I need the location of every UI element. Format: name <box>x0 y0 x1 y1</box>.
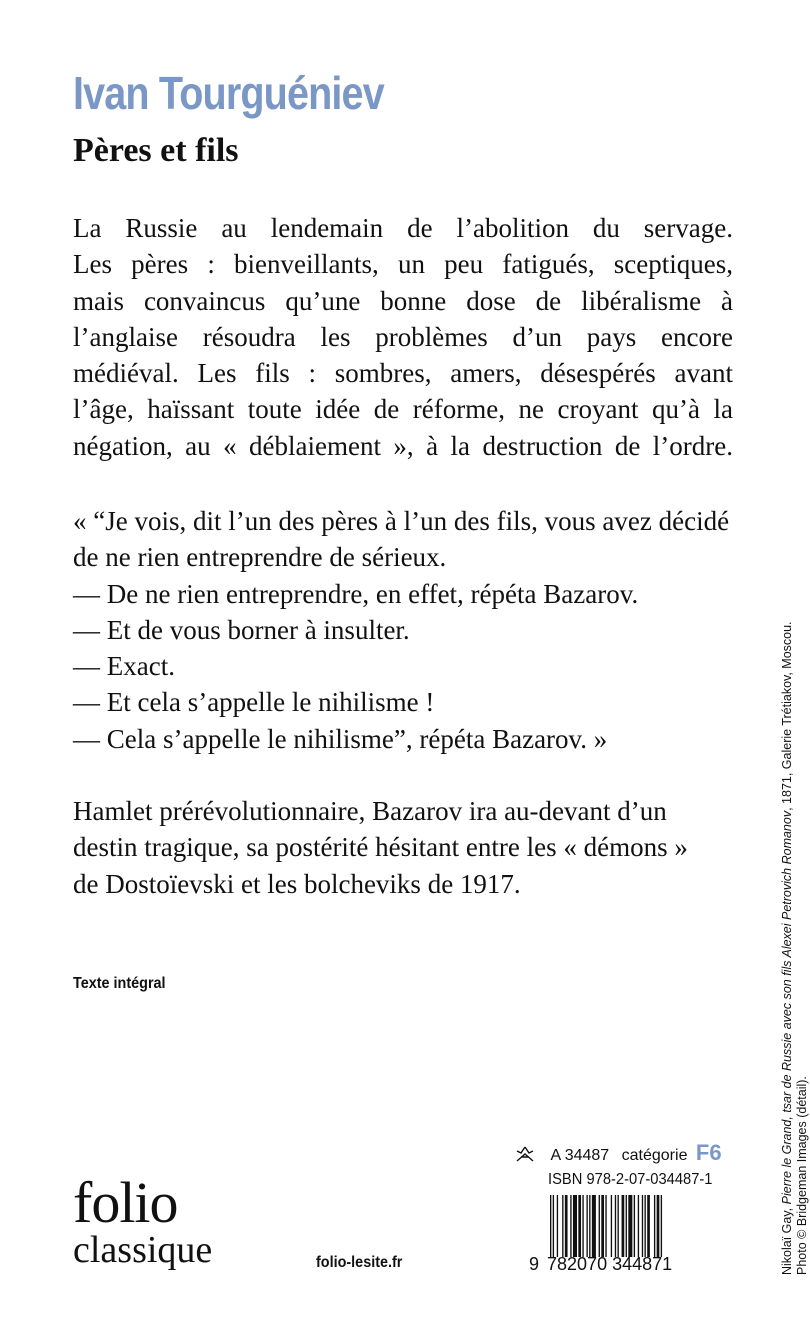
credit-location: , 1871, Galerie Trétiakov, Moscou. <box>780 621 794 811</box>
barcode-bar <box>589 1195 590 1257</box>
barcode-first-digit: 9 <box>529 1254 540 1274</box>
blurb-line: l’anglaise résoudra les problèmes d’un pays encore <box>73 321 733 352</box>
barcode-bar <box>657 1195 660 1257</box>
barcode-bar <box>565 1195 568 1257</box>
barcode-bar <box>642 1195 643 1257</box>
credit-line-1 <box>780 621 795 1275</box>
barcode-bar <box>557 1195 558 1257</box>
barcode-bar <box>605 1195 606 1257</box>
folio-emblem-icon <box>514 1145 536 1163</box>
barcode-digits <box>529 1254 672 1275</box>
barcode-bar <box>573 1195 577 1257</box>
barcode-bar <box>661 1195 662 1257</box>
barcode-bar <box>570 1195 571 1257</box>
barcode-bar <box>592 1195 596 1257</box>
barcode-number: 782070 344871 <box>547 1254 673 1274</box>
isbn: ISBN 978-2-07-034487-1 <box>548 1171 713 1188</box>
barcode-bar <box>582 1195 583 1257</box>
blurb-line: l’âge, haïssant toute idée de réforme, ne croyant qu’à la <box>73 394 733 425</box>
barcode-bar <box>550 1195 551 1257</box>
quote-line: — Et cela s’appelle le nihilisme ! <box>73 687 435 718</box>
blurb-line: La Russie au lendemain de l’abolition du servage. <box>73 213 733 243</box>
credit-line-2: Photo © Bridgeman Images (détail). <box>795 1076 809 1275</box>
book-title: Pères et fils <box>73 132 239 169</box>
quote-line: — Et de vous borner à insulter. <box>73 614 410 645</box>
closing-line: Hamlet prérévolutionnaire, Bazarov ira au-devant d’un <box>73 796 667 826</box>
logo-classique: classique <box>73 1229 213 1271</box>
barcode-bar <box>628 1195 632 1257</box>
quote-line: — Cela s’appelle le nihilisme”, répéta Bazarov. » <box>73 723 608 754</box>
author-name: Ivan Tourguéniev <box>73 67 384 119</box>
blurb-paragraph <box>73 210 733 464</box>
quote-paragraph <box>73 503 733 757</box>
barcode-bar <box>611 1195 612 1257</box>
quote-line: — Exact. <box>73 651 175 682</box>
closing-paragraph <box>73 793 733 902</box>
edition-note: Texte intégral <box>73 975 166 992</box>
blurb-line: Les pères : bienveillants, un peu fatigués, sceptiques, <box>73 249 733 280</box>
folio-classique-logo <box>73 1170 213 1271</box>
barcode-bar <box>654 1195 655 1257</box>
logo-folio: folio <box>73 1170 178 1235</box>
barcode-bar <box>638 1195 639 1257</box>
barcode-bar <box>645 1195 646 1257</box>
barcode-bar <box>601 1195 604 1257</box>
barcode-bar <box>599 1195 600 1257</box>
blurb-line: négation, au « déblaiement », à la destruction de l’ordre. <box>73 430 733 461</box>
barcode-bar <box>578 1195 581 1257</box>
image-credit <box>780 621 810 1275</box>
blurb-line: médiéval. Les fils : sombres, amers, désespérés avant <box>73 358 733 389</box>
quote-line: de ne rien entreprendre de sérieux. <box>73 542 447 573</box>
category-label: catégorie <box>621 1147 688 1164</box>
quote-line: — De ne rien entreprendre, en effet, répéta Bazarov. <box>73 578 639 609</box>
blurb-line: mais convaincus qu’une bonne dose de libéralisme à <box>73 285 733 316</box>
catalog-code: A 34487 <box>550 1147 610 1164</box>
barcode-bar <box>615 1195 616 1257</box>
barcode-bar <box>618 1195 619 1257</box>
barcode-bar <box>622 1195 625 1257</box>
quote-line: « “Je vois, dit l’un des pères à l’un des fils, vous avez décidé <box>73 506 730 536</box>
website-link[interactable]: folio-lesite.fr <box>316 1254 403 1271</box>
closing-line: de Dostoïevski et les bolcheviks de 1917. <box>73 868 521 899</box>
barcode-bar <box>586 1195 587 1257</box>
closing-line: destin tragique, sa postérité hésitant entre les « démons » <box>73 832 688 863</box>
barcode <box>548 1195 714 1257</box>
category-code: F6 <box>695 1140 722 1165</box>
credit-artist: Nikolaï Gay, <box>780 1204 794 1275</box>
barcode-bar <box>626 1195 627 1257</box>
catalog-reference <box>514 1140 722 1166</box>
barcode-bar <box>553 1195 554 1257</box>
barcode-bar <box>562 1195 563 1257</box>
credit-artwork: Pierre le Grand, tsar de Russie avec son fils Alexei Petrovich Romanov <box>780 810 794 1205</box>
barcode-bar <box>634 1195 635 1257</box>
barcode-bar <box>647 1195 650 1257</box>
